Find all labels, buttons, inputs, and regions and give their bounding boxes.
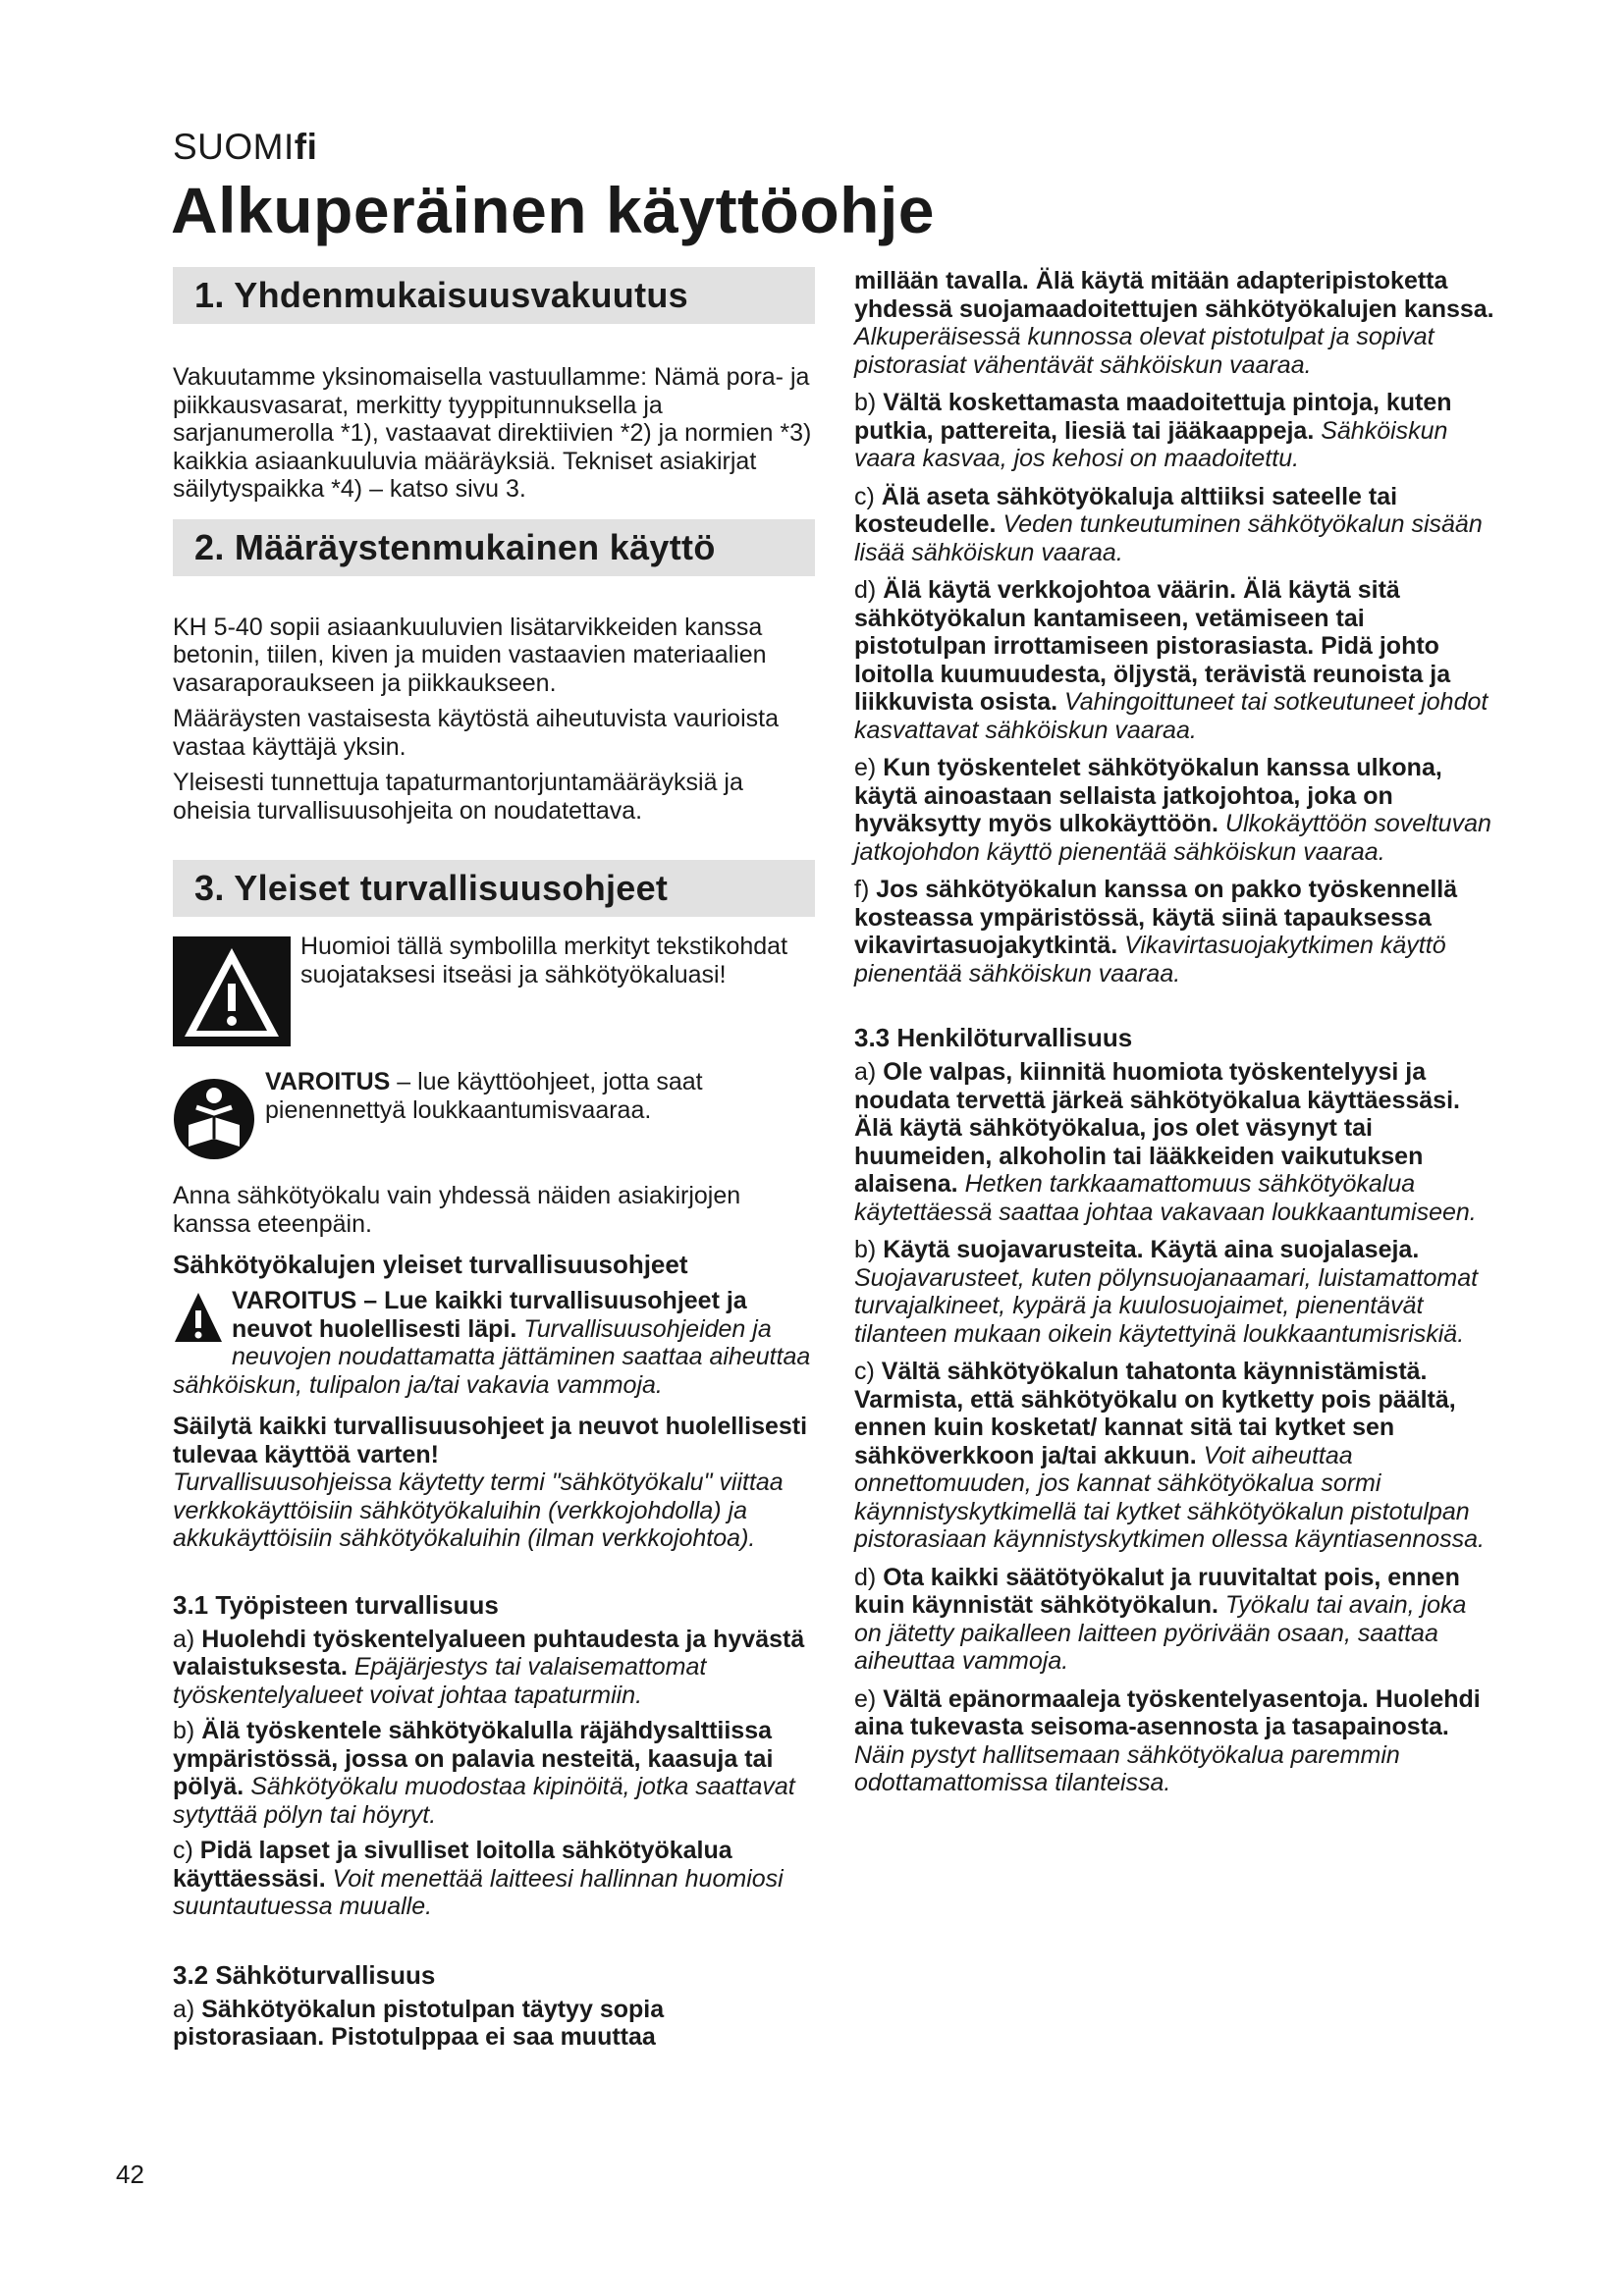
keep-instructions-bold: Säilytä kaikki turvallisuusohjeet ja neuvot huolellisesti tulevaa käyttöä varten! — [173, 1413, 808, 1468]
intended-use-text: KH 5-40 sopii asiaankuuluvien lisätarvikkeiden kanssa betonin, tiilen, kiven ja muiden vastaavien materiaalien vasaraporaukseen ja piikkaukseen. — [173, 613, 767, 697]
item-letter: a) — [173, 1995, 195, 2023]
list-item — [854, 1358, 1496, 1554]
declaration-text: Vakuutamme yksinomaisella vastuullamme: Nämä pora- ja piikkausvasarat, merkitty tyyppitunnuksella ja sarjanumerolla *1), vastaavat direktiivien *2) ja normien *3) kaikkia asiaankuuluvia määräyksiä. Tekniset asiakirjat säilytyspaikka *4) – katso sivu 3. — [173, 363, 812, 503]
list-item — [854, 389, 1496, 473]
handover-text: Anna sähkötyökalu vain yhdessä näiden asiakirjojen kanssa eteenpäin. — [173, 1182, 741, 1238]
item-letter: c) — [854, 1358, 875, 1385]
read-manual-desc: – lue käyttöohjeet, jotta saat pienennettyä loukkaantumisvaaraa. — [265, 1068, 703, 1124]
item-letter: c) — [173, 1837, 193, 1864]
item-bold: Jos sähkötyökalun kanssa on pakko työskennellä kosteassa ympäristössä, käytä siinä tapauksessa vikavirtasuojakytkintä. — [854, 876, 1458, 959]
item-letter: b) — [854, 389, 877, 416]
general-warning-italic: Turvallisuusohjeiden ja neuvojen noudattamatta jättäminen saattaa aiheuttaa sähköiskun, tulipalon ja/tai vakavia vammoja. — [173, 1314, 811, 1399]
item-letter: d) — [854, 576, 877, 604]
page-number: 42 — [116, 2160, 144, 2189]
item-italic: Suojavarusteet, kuten pölynsuojanaamari, luistamattomat turvajalkineet, kypärä ja kuulosuojaimet, pienentävät tilanteen mukaan oikein käytettyinä loukkaantumisriskiä. — [854, 1263, 1479, 1348]
accident-prevention-text: Yleisesti tunnettuja tapaturmantorjuntamääräyksiä ja oheisia turvallisuusohjeita on noudatettava. — [173, 769, 743, 825]
section-3-3-heading: 3.3 Henkilöturvallisuus — [854, 1023, 1133, 1052]
item-bold: Kun työskentelet sähkötyökalun kanssa ulkona, käytä ainoastaan sellaista jatkojohtoa, joka on hyväksytty myös ulkokäyttöön. — [854, 754, 1442, 837]
warning-triangle-icon — [173, 1291, 224, 1344]
item-letter: a) — [854, 1058, 877, 1086]
item-letter: d) — [854, 1563, 877, 1591]
item-italic: Vahingoittuneet tai sotkeutuneet johdot kasvattavat sähköiskun vaaraa. — [854, 688, 1489, 744]
language-code: fi — [294, 127, 318, 167]
item-italic: Alkuperäisessä kunnossa olevat pistotulpat ja sopivat pistorasiat vähentävät sähköiskun vaaraa. — [854, 323, 1435, 379]
general-warning — [173, 1287, 815, 1399]
item-italic: Näin pystyt hallitsemaan sähkötyökalua paremmin odottamattomissa tilanteissa. — [854, 1740, 1400, 1796]
keep-instructions — [173, 1413, 815, 1553]
right-column — [854, 267, 1496, 1797]
item-letter: b) — [854, 1236, 877, 1263]
list-item — [854, 576, 1496, 744]
item-italic: Voit menettää laitteesi hallinnan huomiosi suuntautuessa muualle. — [173, 1864, 784, 1920]
list-item — [173, 1996, 815, 2052]
section-1-heading: 1. Yhdenmukaisuusvakuutus — [173, 267, 815, 324]
item-bold: Sähkötyökalun pistotulpan täytyy sopia pistorasiaan. Pistotulppaa ei saa muuttaa — [173, 1995, 665, 2051]
item-letter: b) — [173, 1717, 195, 1744]
list-item — [854, 1236, 1496, 1348]
item-bold: Käytä suojavarusteita. Käytä aina suojalaseja. — [883, 1236, 1420, 1263]
list-item — [854, 1058, 1496, 1226]
item-italic: Voit aiheuttaa onnettomuuden, jos kannat sähkötyökalua sormi käynnistyskytkimellä tai kytket sähkötyökalun pistotulpan pistorasiaan käynnistyskytkimen ollessa käyntiasennossa. — [854, 1441, 1485, 1553]
left-column — [173, 267, 815, 2052]
section-3-2-heading: 3.2 Sähköturvallisuus — [173, 1959, 436, 1990]
section-3-heading: 3. Yleiset turvallisuusohjeet — [173, 860, 815, 917]
item-italic: Ulkokäyttöön soveltuvan jatkojohdon käyttö pienentää sähköiskun vaaraa. — [854, 810, 1491, 866]
item-bold: Vältä epänormaaleja työskentelyasentoja. Huolehdi aina tukevasta seisoma-asennosta ja tasapainosta. — [854, 1684, 1481, 1740]
item-bold: Vältä koskettamasta maadoitettuja pintoja, kuten putkia, pattereita, liesiä tai jääkaappeja. — [854, 389, 1452, 445]
general-safety-title: Sähkötyökalujen yleiset turvallisuusohjeet — [173, 1250, 688, 1279]
list-item — [854, 483, 1496, 567]
symbol-notice-text: Huomioi tällä symbolilla merkityt tekstikohdat suojataksesi itseäsi ja sähkötyökaluasi! — [300, 933, 788, 988]
read-manual-text — [265, 1068, 815, 1124]
list-item — [854, 876, 1496, 988]
warning-triangle-icon — [173, 936, 291, 1046]
list-item — [854, 1564, 1496, 1676]
language-name: SUOMI — [173, 127, 295, 167]
item-bold: Vältä sähkötyökalun tahatonta käynnistämistä. Varmista, että sähkötyökalu on kytketty pois päältä, ennen kuin kosketat/ kannat sitä tai kytket sen sähköverkkoon ja/tai akkuun. — [854, 1358, 1456, 1469]
item-bold: Huolehdi työskentelyalueen puhtaudesta ja hyvästä valaistuksesta. — [173, 1625, 805, 1681]
item-italic: Hetken tarkkaamattomuus sähkötyökalua käytettäessä saattaa johtaa vakavaan loukkaantumiseen. — [854, 1170, 1477, 1226]
read-manual-notice — [173, 1068, 815, 1160]
list-item — [173, 1717, 815, 1829]
language-label — [173, 126, 317, 169]
item-italic: Vikavirtasuojakytkimen käyttö pienentää sähköiskun vaaraa. — [854, 932, 1446, 988]
item-bold: Ota kaikki säätötyökalut ja ruuvitaltat pois, ennen kuin käynnistät sähkötyökalun. — [854, 1563, 1460, 1619]
section-2-heading: 2. Määräystenmukainen käyttö — [173, 519, 815, 576]
item-bold: millään tavalla. Älä käytä mitään adapteripistoketta yhdessä suojamaadoitettujen sähkötyökalujen kanssa. — [854, 267, 1494, 323]
item-bold: Älä työskentele sähkötyökalulla räjähdysalttiissa ympäristössä, jossa on palavia nesteitä, kaasuja tai pölyä. — [173, 1717, 774, 1800]
item-letter: e) — [854, 754, 877, 781]
item-letter: a) — [173, 1625, 195, 1653]
read-manual-icon — [173, 1078, 255, 1160]
item-italic: Työkalu tai avain, joka on jätetty paikalleen laitteen pyörivään osaan, saattaa aiheuttaa vammoja. — [854, 1591, 1467, 1675]
item-bold: Ole valpas, kiinnitä huomiota työskentelyysi ja noudata tervettä järkeä sähkötyökalua käyttäessäsi. Älä käytä sähkötyökalua, jos olet väsynyt tai huumeiden, alkoholin tai lääkkeiden vaikutuksen alaisena. — [854, 1058, 1460, 1198]
item-bold: Älä käytä verkkojohtoa väärin. Älä käytä sitä sähkötyökalun kantamiseen, vetämiseen tai pistotulpan irrottamiseen pistorasiasta. Pidä johto loitolla kuumuudesta, öljystä, terävistä reunoista ja liikkuvista osista. — [854, 576, 1451, 716]
list-item — [854, 1685, 1496, 1797]
item-letter: c) — [854, 482, 875, 510]
read-manual-label: VAROITUS — [265, 1068, 391, 1095]
keep-instructions-italic: Turvallisuusohjeissa käytetty termi "sähkötyökalu" viittaa verkkokäyttöisiin sähkötyökaluihin (verkkojohdolla) ja akkukäyttöisiin sähkötyökaluihin (ilman verkkojohtoa). — [173, 1468, 784, 1552]
general-warning-bold: VAROITUS – Lue kaikki turvallisuusohjeet ja neuvot huolellisesti läpi. — [232, 1287, 747, 1343]
item-letter: e) — [854, 1684, 877, 1713]
item-bold: Pidä lapset ja sivulliset loitolla sähkötyökalua käyttäessäsi. — [173, 1837, 732, 1893]
item-italic: Epäjärjestys tai valaisemattomat työskentelyalueet voivat johtaa tapaturmiin. — [173, 1653, 707, 1709]
item-italic: Sähkötyökalu muodostaa kipinöitä, jotka saattavat sytyttää pölyn tai höyryt. — [173, 1773, 795, 1829]
section-3-1-heading: 3.1 Työpisteen turvallisuus — [173, 1589, 499, 1620]
item-letter: f) — [854, 876, 870, 903]
item-bold: Älä aseta sähkötyökaluja alttiiksi sateelle tai kosteudelle. — [854, 482, 1398, 538]
list-item-continued — [854, 267, 1496, 379]
list-item — [173, 1837, 815, 1921]
item-italic: Veden tunkeutuminen sähkötyökalun sisään lisää sähköiskun vaaraa. — [854, 510, 1483, 566]
page-title: Alkuperäinen käyttöohje — [171, 174, 936, 246]
list-item — [854, 754, 1496, 866]
symbol-notice — [173, 933, 815, 1046]
liability-text: Määräysten vastaisesta käytöstä aiheutuvista vaurioista vastaa käyttäjä yksin. — [173, 705, 779, 761]
item-italic: Sähköiskun vaara kasvaa, jos kehosi on maadoitettu. — [854, 416, 1448, 472]
list-item — [173, 1626, 815, 1710]
